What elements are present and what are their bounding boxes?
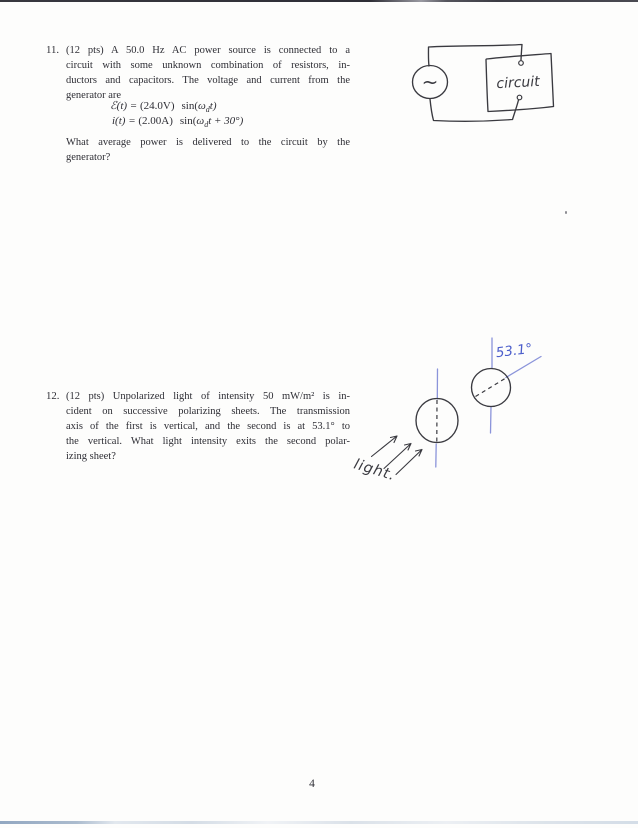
eq-tail: t + 30°): [208, 115, 244, 127]
scan-edge-top: [0, 0, 638, 2]
problem-12-line: (12 pts) Unpolarized light of intensity 50 mW/m² is in-: [66, 391, 350, 402]
problem-12-line: cident on successive polarizing sheets. The transmission: [66, 406, 350, 417]
problem-11-question-line: generator?: [66, 152, 111, 163]
eq-lhs: ℰ(t) =: [110, 100, 140, 112]
eq-amplitude: (2.00A): [138, 115, 173, 127]
problem-11-line: (12 pts) A 50.0 Hz AC power source is connected to a: [66, 45, 350, 56]
circuit-diagram: [395, 36, 567, 132]
problem-12-line: axis of the first is vertical, and the second is at 53.1° to: [66, 421, 350, 432]
problem-11-line: circuit with some unknown combination of resistors, in-: [66, 60, 350, 71]
polarizer2-transmission-axis: [476, 377, 508, 397]
eq-function: sin(: [179, 115, 197, 127]
circuit-box-label: circuit: [496, 73, 541, 93]
problem-12-line: the vertical. What light intensity exits the second polar-: [66, 436, 350, 447]
eq-function: sin(: [181, 100, 198, 112]
problem-11-text: [66, 43, 350, 103]
eq-subscript: d: [204, 120, 209, 130]
eq-lhs: i(t) =: [112, 115, 139, 127]
polarizer1-sheet: [416, 399, 458, 443]
problem-12-number: 12.: [46, 390, 60, 402]
polarizer2-angle-line: [506, 357, 541, 378]
problem-11-line: ductors and capacitors. The voltage and current from the: [66, 75, 350, 86]
terminal-top: [519, 61, 524, 66]
current-equation: [112, 114, 243, 132]
light-arrow: [372, 436, 398, 457]
problem-11-question: [66, 135, 350, 165]
problem-12-text: [66, 389, 350, 464]
eq-omega: ω: [196, 115, 205, 127]
problem-12-line: izing sheet?: [66, 451, 116, 462]
eq-tail: t): [209, 100, 217, 112]
dust-speck: [565, 211, 567, 214]
page-number: 4: [309, 778, 315, 790]
polarizer-diagram: [345, 330, 603, 495]
ac-tilde-icon: ~: [421, 70, 439, 94]
polarizer2-vertical-line-bottom: [491, 407, 492, 434]
problem-11-number: 11.: [46, 44, 60, 56]
terminal-bottom: [517, 95, 522, 100]
problem-11-question-line: What average power is delivered to the circuit by the: [66, 137, 350, 148]
eq-amplitude: (24.0V): [139, 100, 175, 112]
eq-subscript: d: [205, 105, 210, 115]
problem-11-line: generator are: [66, 90, 122, 101]
light-label: light.: [351, 456, 398, 485]
angle-label: 53.1°: [494, 340, 534, 362]
eq-omega: ω: [198, 100, 206, 112]
scan-edge-bottom: [0, 821, 638, 824]
wire-top: [428, 45, 522, 67]
light-arrow: [384, 444, 411, 469]
